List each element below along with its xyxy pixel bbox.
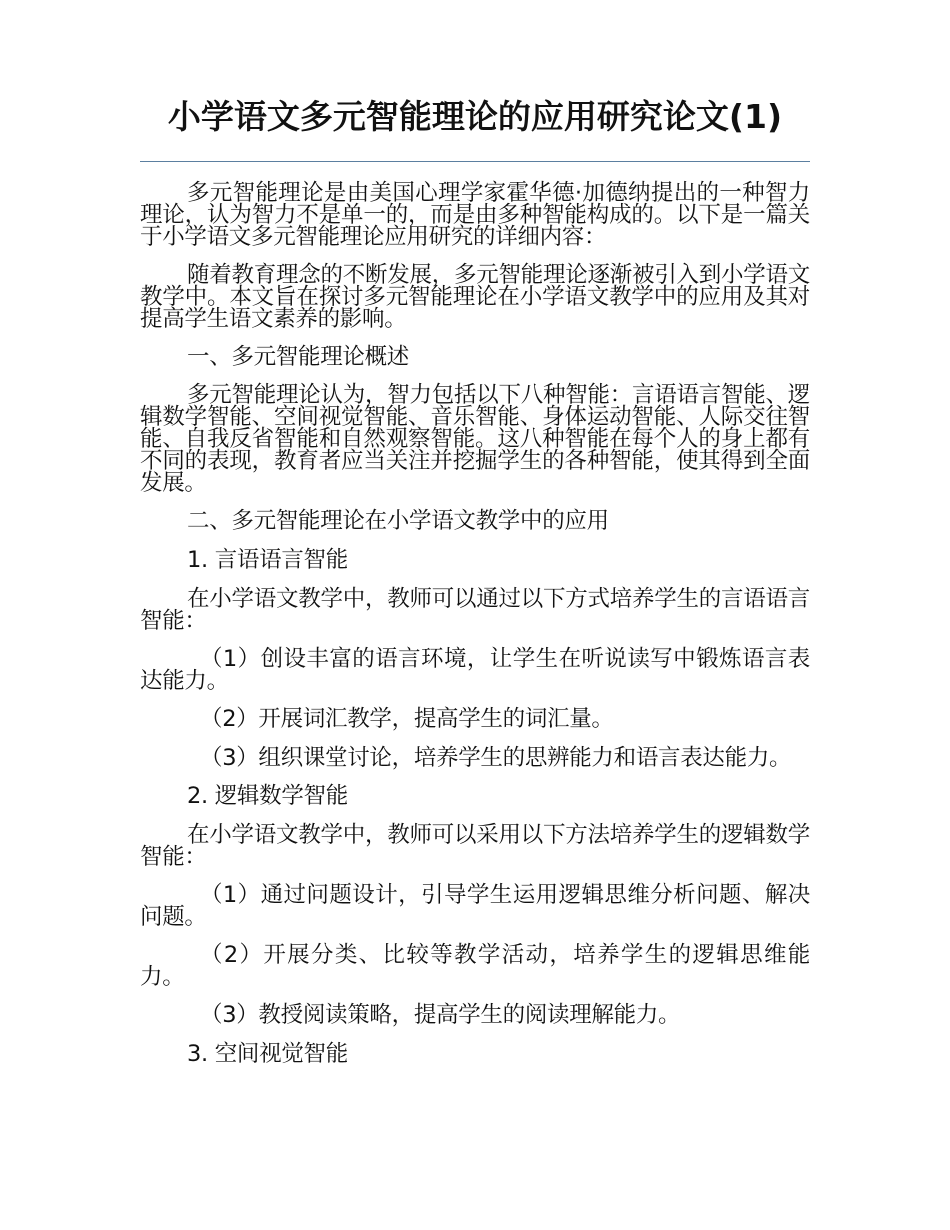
section-heading-1: 一、多元智能理论概述 xyxy=(187,344,410,370)
paragraph-overview: 多元智能理论认为，智力包括以下八种智能：言语语言智能、逻辑数学智能、空间视觉智能、音乐智能、身体运动智能、人际交往智能、自我反省智能和自然观察智能。这八种智能在每个人的身上都有不同的表现，教育者应当关注并挖掘学生的各种智能，使其得到全面发展。 xyxy=(140,382,810,496)
subheading-logical: 2. 逻辑数学智能 xyxy=(187,783,348,809)
list-item-linguistic-2: （2）开展词汇教学，提高学生的词汇量。 xyxy=(200,706,614,732)
section-heading-2: 二、多元智能理论在小学语文教学中的应用 xyxy=(187,508,609,534)
list-item-logical-1: （1）通过问题设计，引导学生运用逻辑思维分析问题、解决问题。 xyxy=(140,882,810,930)
subheading-linguistic: 1. 言语语言智能 xyxy=(187,547,348,573)
paragraph-linguistic-intro: 在小学语文教学中，教师可以通过以下方式培养学生的言语语言智能： xyxy=(140,586,810,634)
list-item-linguistic-1: （1）创设丰富的语言环境，让学生在听说读写中锻炼语言表达能力。 xyxy=(140,646,810,694)
document-body xyxy=(140,182,810,1065)
document-title: 小学语文多元智能理论的应用研究论文(1) xyxy=(167,97,783,136)
list-item-logical-2: （2）开展分类、比较等教学活动，培养学生的逻辑思维能力。 xyxy=(140,942,810,990)
list-item-linguistic-3: （3）组织课堂讨论，培养学生的思辨能力和语言表达能力。 xyxy=(200,745,792,771)
title-underline xyxy=(140,161,810,162)
paragraph-intro: 多元智能理论是由美国心理学家霍华德·加德纳提出的一种智力理论，认为智力不是单一的，而是由多种智能构成的。以下是一篇关于小学语文多元智能理论应用研究的详细内容： xyxy=(140,180,810,250)
list-item-logical-3: （3）教授阅读策略，提高学生的阅读理解能力。 xyxy=(200,1002,681,1028)
paragraph-purpose: 随着教育理念的不断发展，多元智能理论逐渐被引入到小学语文教学中。本文旨在探讨多元智能理论在小学语文教学中的应用及其对提高学生语文素养的影响。 xyxy=(140,262,810,332)
subheading-spatial: 3. 空间视觉智能 xyxy=(187,1041,348,1067)
paragraph-logical-intro: 在小学语文教学中，教师可以采用以下方法培养学生的逻辑数学智能： xyxy=(140,822,810,870)
